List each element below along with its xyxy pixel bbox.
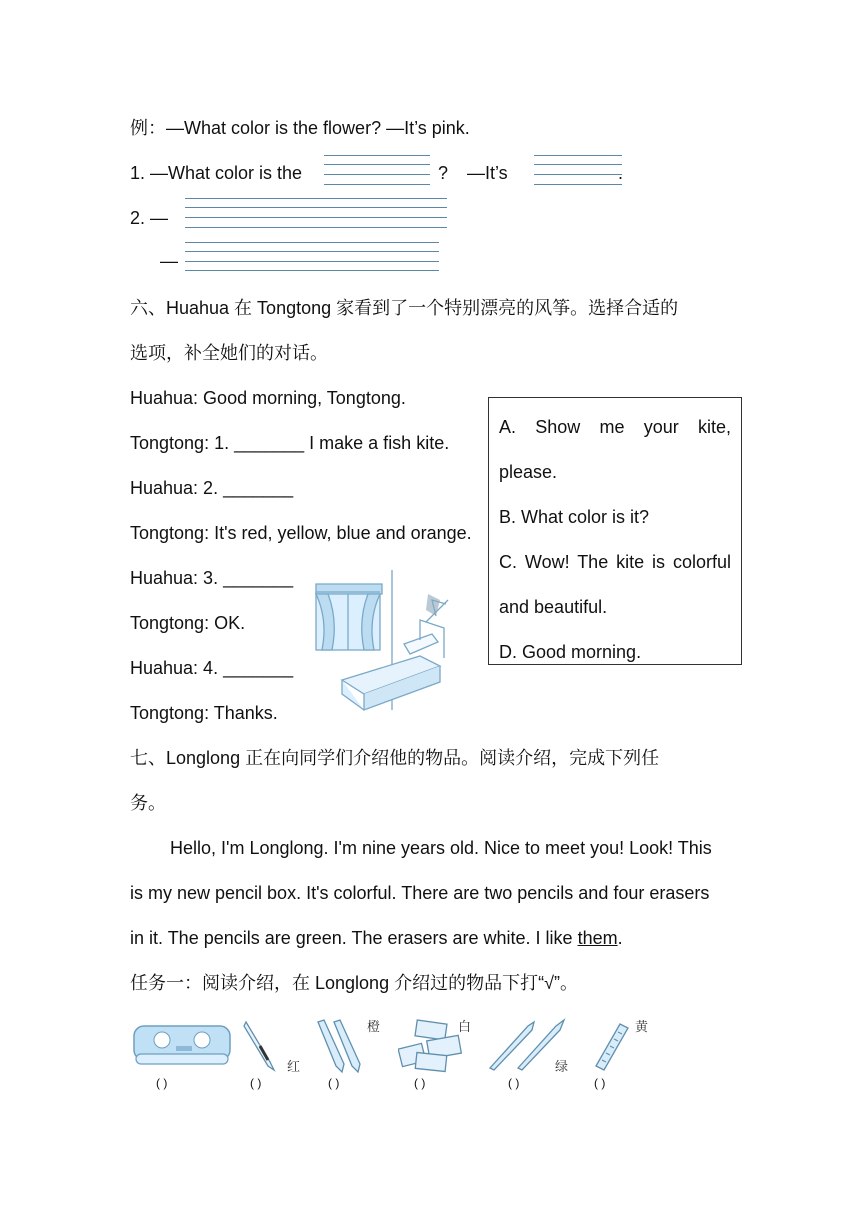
dialogue-line: Huahua: Good morning, Tongtong. bbox=[130, 388, 406, 408]
option-a: A. Show me your kite, bbox=[499, 417, 731, 437]
passage-period: . bbox=[617, 928, 623, 948]
option-c-cont: and beautiful. bbox=[499, 597, 608, 617]
label-yellow: 黄 bbox=[635, 1019, 649, 1034]
answer-paren[interactable]: ( ) bbox=[156, 1076, 168, 1090]
dialogue-line: Tongtong: 1. _______ I make a fish kite. bbox=[130, 433, 450, 453]
passage-text: in it. The pencils are green. The erasers are white. I like bbox=[130, 928, 578, 948]
pen-icon bbox=[242, 1018, 282, 1074]
underlined-word: them bbox=[577, 928, 618, 948]
option-a-cont: please. bbox=[499, 462, 558, 482]
section7-heading: 七、Longlong 正在向同学们介绍他的物品。阅读介绍，完成下列任 bbox=[130, 748, 660, 768]
options-box bbox=[488, 397, 742, 665]
option-b: B. What color is it? bbox=[499, 507, 650, 527]
answer-paren[interactable]: ( ) bbox=[594, 1076, 606, 1090]
dialogue-line: Huahua: 3. _______ bbox=[130, 568, 294, 588]
q2-blank-1[interactable] bbox=[185, 198, 447, 230]
dialogue-line: Huahua: 4. _______ bbox=[130, 658, 294, 678]
label-white: 白 bbox=[458, 1019, 472, 1034]
dialogue-line: Tongtong: Thanks. bbox=[130, 703, 278, 723]
passage-line: is my new pencil box. It's colorful. There are two pencils and four erasers bbox=[130, 883, 710, 903]
section6-heading: 六、Huahua 在 Tongtong 家看到了一个特别漂亮的风筝。选择合适的 bbox=[130, 298, 679, 318]
answer-paren[interactable]: ( ) bbox=[414, 1076, 426, 1090]
q2-question: 2. — bbox=[130, 208, 169, 228]
dialogue-line: Tongtong: OK. bbox=[130, 613, 246, 633]
ruler-icon bbox=[594, 1020, 630, 1072]
q1-blank-2[interactable] bbox=[534, 155, 622, 187]
q1-period: . bbox=[618, 163, 624, 183]
dialogue-line: Tongtong: It's red, yellow, blue and orange. bbox=[130, 523, 472, 543]
pencil-box-icon bbox=[132, 1020, 232, 1070]
bedroom-illustration bbox=[308, 570, 468, 718]
answer-paren[interactable]: ( ) bbox=[250, 1076, 262, 1090]
task1-instruction: 任务一：阅读介绍，在 Longlong 介绍过的物品下打“√”。 bbox=[130, 973, 578, 993]
q1-qmark: ? bbox=[438, 163, 449, 183]
section6-heading-cont: 选项，补全她们的对话。 bbox=[130, 343, 328, 363]
passage-line bbox=[130, 927, 623, 949]
section7-heading-cont: 务。 bbox=[130, 793, 166, 813]
example-line: 例：—What color is the flower? —It’s pink. bbox=[130, 118, 470, 138]
option-c: C. Wow! The kite is colorful bbox=[499, 552, 731, 572]
label-green: 绿 bbox=[555, 1059, 569, 1074]
q1-question: 1. —What color is the bbox=[130, 163, 303, 183]
label-red: 红 bbox=[287, 1059, 301, 1074]
q1-answer-lead: —It’s bbox=[467, 163, 508, 183]
q1-blank-1[interactable] bbox=[324, 155, 430, 187]
q2-blank-2[interactable] bbox=[185, 242, 439, 272]
dialogue-line: Huahua: 2. _______ bbox=[130, 478, 294, 498]
label-orange: 橙 bbox=[367, 1019, 381, 1034]
passage-line: Hello, I'm Longlong. I'm nine years old. Nice to meet you! Look! This bbox=[170, 838, 712, 858]
option-d: D. Good morning. bbox=[499, 642, 642, 662]
q2-dash: — bbox=[160, 251, 178, 271]
pencils-icon bbox=[316, 1018, 366, 1074]
answer-paren[interactable]: ( ) bbox=[328, 1076, 340, 1090]
answer-paren[interactable]: ( ) bbox=[508, 1076, 520, 1090]
